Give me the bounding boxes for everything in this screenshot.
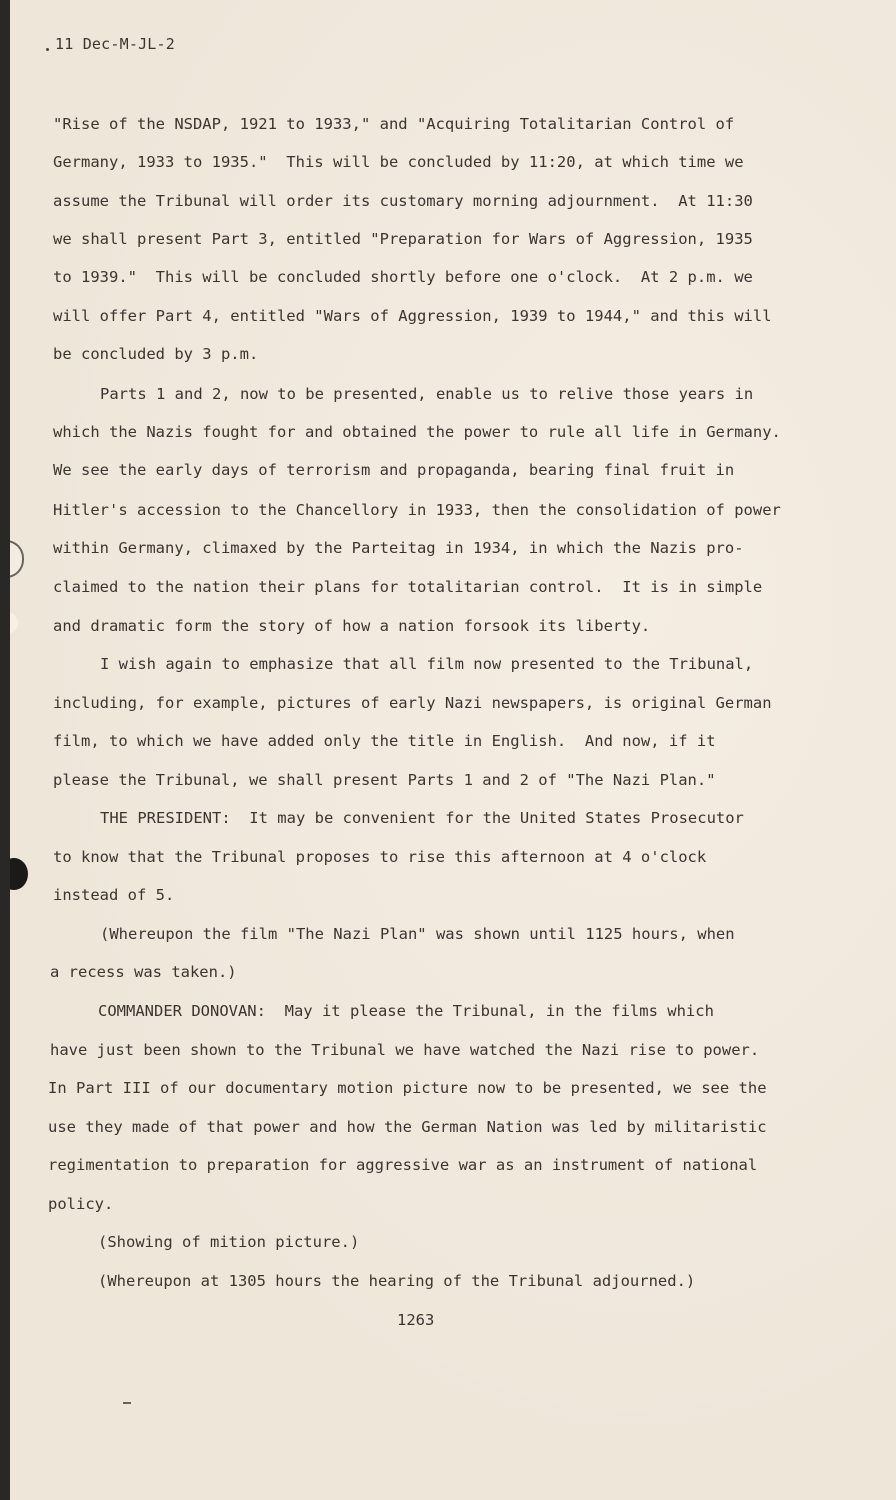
text-line: THE PRESIDENT: It may be convenient for the United States Prosecutor bbox=[100, 809, 744, 827]
text-line: to 1939." This will be concluded shortly before one o'clock. At 2 p.m. we bbox=[53, 268, 753, 286]
text-line: including, for example, pictures of early Nazi newspapers, is original German bbox=[53, 694, 772, 712]
text-line: We see the early days of terrorism and propaganda, bearing final fruit in bbox=[53, 461, 735, 479]
text-line: regimentation to preparation for aggressive war as an instrument of national bbox=[48, 1156, 758, 1174]
document-page bbox=[10, 0, 896, 1500]
text-line: policy. bbox=[48, 1195, 114, 1213]
text-line: COMMANDER DONOVAN: May it please the Tribunal, in the films which bbox=[98, 1002, 714, 1020]
pencil-mark bbox=[123, 1402, 131, 1404]
binding-mark bbox=[10, 612, 18, 634]
text-line: assume the Tribunal will order its customary morning adjournment. At 11:30 bbox=[53, 192, 753, 210]
text-line: In Part III of our documentary motion picture now to be presented, we see the bbox=[48, 1079, 767, 1097]
text-line: and dramatic form the story of how a nation forsook its liberty. bbox=[53, 617, 651, 635]
text-line: film, to which we have added only the title in English. And now, if it bbox=[53, 732, 716, 750]
text-line: have just been shown to the Tribunal we have watched the Nazi rise to power. bbox=[50, 1041, 760, 1059]
text-line: (Whereupon at 1305 hours the hearing of the Tribunal adjourned.) bbox=[98, 1272, 696, 1290]
text-line: "Rise of the NSDAP, 1921 to 1933," and "Acquiring Totalitarian Control of bbox=[53, 115, 735, 133]
text-line: to know that the Tribunal proposes to rise this afternoon at 4 o'clock bbox=[53, 848, 707, 866]
text-line: instead of 5. bbox=[53, 886, 175, 904]
text-line: will offer Part 4, entitled "Wars of Aggression, 1939 to 1944," and this will bbox=[53, 307, 772, 325]
binding-mark bbox=[10, 540, 24, 578]
ink-dot bbox=[46, 48, 49, 51]
text-line: which the Nazis fought for and obtained the power to rule all life in Germany. bbox=[53, 423, 781, 441]
text-line: I wish again to emphasize that all film now presented to the Tribunal, bbox=[100, 655, 754, 673]
text-line: be concluded by 3 p.m. bbox=[53, 345, 259, 363]
text-line: use they made of that power and how the German Nation was led by militaristic bbox=[48, 1118, 767, 1136]
document-header: 11 Dec-M-JL-2 bbox=[55, 35, 175, 53]
punch-hole bbox=[10, 858, 28, 890]
text-line: claimed to the nation their plans for totalitarian control. It is in simple bbox=[53, 578, 763, 596]
text-line: we shall present Part 3, entitled "Preparation for Wars of Aggression, 1935 bbox=[53, 230, 753, 248]
text-line: a recess was taken.) bbox=[50, 963, 237, 981]
text-line: Germany, 1933 to 1935." This will be concluded by 11:20, at which time we bbox=[53, 153, 744, 171]
text-line: (Whereupon the film "The Nazi Plan" was shown until 1125 hours, when bbox=[100, 925, 735, 943]
text-line: Hitler's accession to the Chancellory in 1933, then the consolidation of power bbox=[53, 501, 781, 519]
page-number: 1263 bbox=[397, 1311, 435, 1329]
text-line: within Germany, climaxed by the Parteitag in 1934, in which the Nazis pro- bbox=[53, 539, 744, 557]
text-line: please the Tribunal, we shall present Parts 1 and 2 of "The Nazi Plan." bbox=[53, 771, 716, 789]
text-line: (Showing of mition picture.) bbox=[98, 1233, 360, 1251]
text-line: Parts 1 and 2, now to be presented, enable us to relive those years in bbox=[100, 385, 754, 403]
